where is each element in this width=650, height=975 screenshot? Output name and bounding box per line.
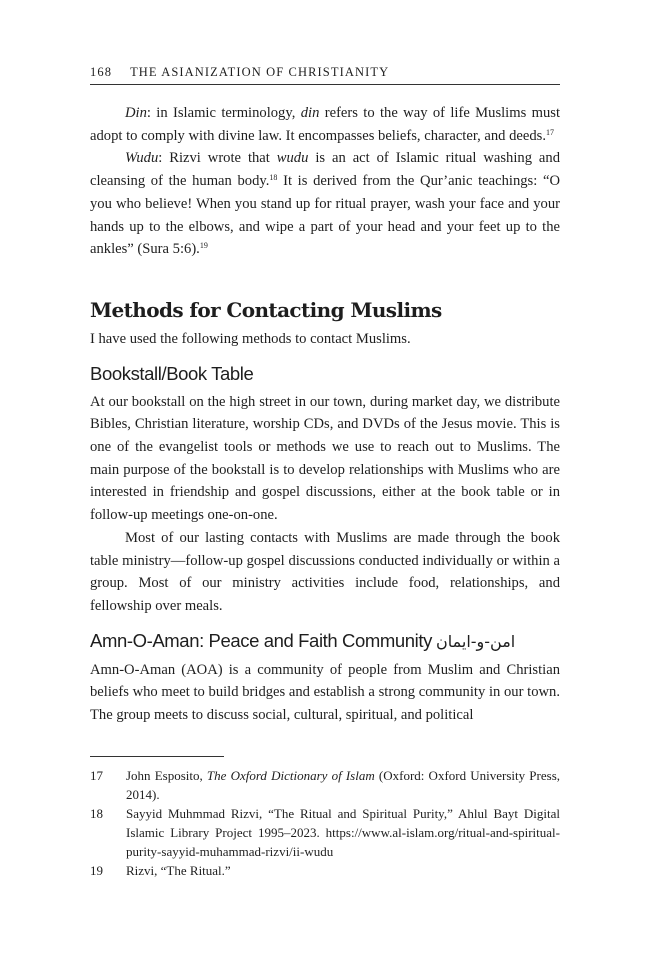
paragraph: Amn-O-Aman (AOA) is a community of people from Muslim and Christian beliefs who meet to build bridges and establish a strong community in our town. The group meets to discuss social, cultural, spiritual, and political bbox=[90, 661, 560, 724]
arabic-heading: امن-و-ایمان bbox=[435, 631, 516, 651]
footnote-ref[interactable]: 17 bbox=[546, 127, 554, 137]
book-title: THE ASIANIZATION OF CHRISTIANITY bbox=[130, 65, 390, 79]
footnote-number: 17 bbox=[90, 768, 103, 783]
footnote-text: Rizvi, “The Ritual.” bbox=[126, 863, 231, 878]
glossary-term: Wudu bbox=[125, 150, 159, 167]
footnote-text: John Esposito, The Oxford Dictionary of Islam (Oxford: Oxford University Press, 2014). bbox=[126, 768, 561, 802]
footnote-ref[interactable]: 18 bbox=[269, 173, 278, 183]
section-heading: Methods for Contacting Muslims bbox=[90, 297, 442, 322]
footnote-ref[interactable]: 19 bbox=[199, 241, 208, 251]
section-intro: I have used the following methods to contact Muslims. bbox=[90, 330, 411, 347]
footnote-text: Sayyid Muhmmad Rizvi, “The Ritual and Spiritual Purity,” Ahlul Bayt Digital Islamic Library Project 1995–2023. https://www.al-islam.org/ritual-and-spiritual-purity-sayyid-muhammad-rizvi/ii-wudu bbox=[126, 806, 560, 859]
glossary-entry-wudu: Wudu: Rizvi wrote that wudu is an act of Islamic ritual washing and cleansing of the human body.$^{18}$ It is derived from the Qur’anic teachings: “O you who believe! When you stand up for ritual prayer, wash your face and your hands up to the elbows, and wipe a part of your head and your feet up to the ankles” (Sura 5:6).$^{19}$ bbox=[90, 150, 560, 258]
paragraph: At our bookstall on the high street in our town, during market day, we distribute Bibles, Christian literature, worship CDs, and DVDs of the Jesus movie. This is one of the evangelist tools or methods we use to reach out to Muslims. The main purpose of the bookstall is to develop relationships with Muslims who are interested in friendship and gospel discussions, either at the book table or in follow-up meetings one-on-one. bbox=[90, 393, 560, 524]
footnote bbox=[90, 804, 560, 861]
footnote-number: 19 bbox=[90, 863, 103, 878]
footnote bbox=[90, 861, 560, 880]
glossary-term: Din bbox=[125, 105, 147, 121]
paragraph: Most of our lasting contacts with Muslims are made through the book table ministry—follow-up gospel discussions conducted individually or within a group. Most of our ministry activities include food, relationships, and fellowship over meals. bbox=[90, 529, 560, 614]
footnote-divider bbox=[90, 756, 224, 757]
subsection-heading-amn-o-aman: Amn-O-Aman: Peace and Faith Community امن-و-ایمان bbox=[90, 629, 516, 651]
page-number: 168 bbox=[90, 65, 113, 79]
footnote bbox=[90, 766, 560, 804]
page-body bbox=[90, 102, 560, 727]
footnotes bbox=[90, 766, 560, 880]
glossary-entry-din: Din: in Islamic terminology, din refers to the way of life Muslims must adopt to comply with divine law. It encompasses beliefs, character, and deeds.$^{17}$ bbox=[90, 105, 560, 144]
subsection-heading-bookstall: Bookstall/Book Table bbox=[90, 362, 254, 384]
footnote-number: 18 bbox=[90, 806, 103, 821]
running-head bbox=[90, 62, 560, 85]
